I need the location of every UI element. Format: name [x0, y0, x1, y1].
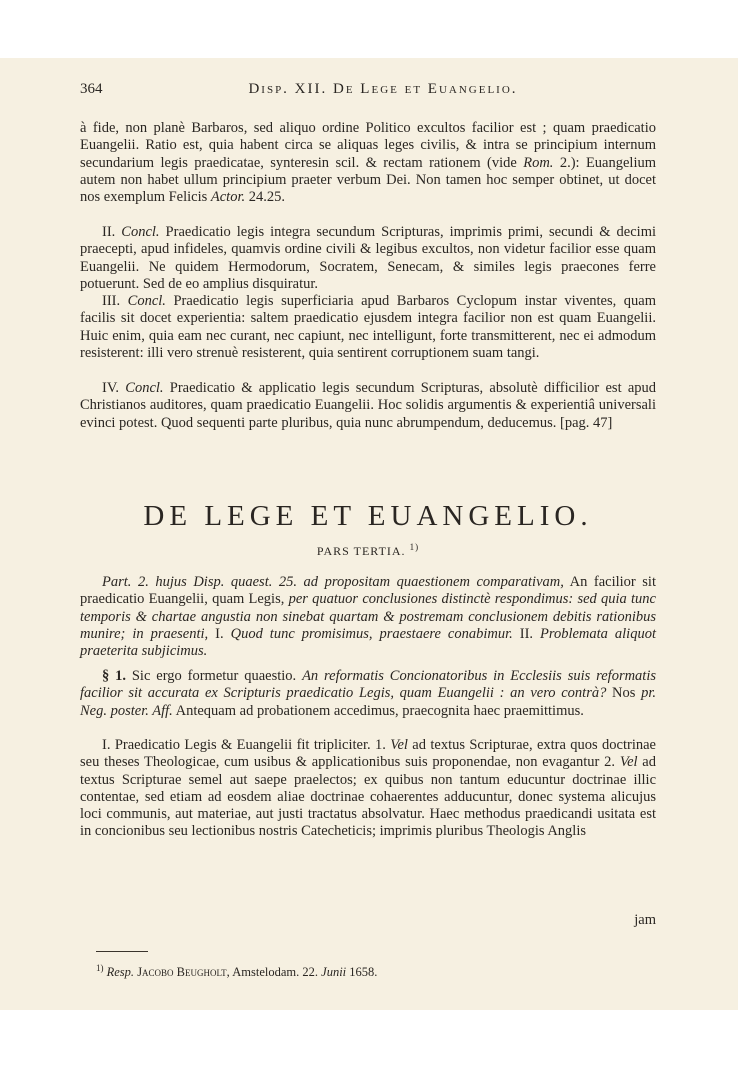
book-page — [0, 58, 738, 1010]
footnote-divider — [96, 951, 148, 952]
running-head: Disp. XII. De Lege et Euangelio. — [248, 81, 518, 97]
footnote: $^{1)}$ Resp. Jacobo Beugholt, Amstelodam. 22. Junii 1658. — [96, 963, 378, 980]
conclusion-4: IV. Concl. Praedicatio & applicatio legis secundum Scripturas, absolutè difficilior est apud Christianos auditores, quam praedicatio Euangelii. Hoc solidis argumentis & experientiâ universali evinci potest. Quod sequenti parte pluribus, quia nunc abrumpendum, deducemus. [pag. 47] — [80, 380, 657, 431]
page-header — [80, 81, 656, 101]
praecognita-paragraph: I. Praedicatio Legis & Euangelii fit tripliciter. 1. Vel ad textus Scripturae, extra quos doctrinae seu theses Theologicae, cum usibus & applicationibus suis proponendae, non evagantur 2. Vel ad textus Scripturae semel aut saepe praelectos; ex quibus non tantum educuntur doctrinae illic contentae, sed etiam ad eosdem aliae doctrinae cohaerentes adducuntur, donec systema alicujus loci communis, aut materiae, aut justi tractatus absolvatur. Haec methodus praedicandi usitata est in concionibus seu lectionibus nostris Catecheticis; imprimis pluribus Theologis Anglis — [80, 737, 656, 840]
intro-paragraph: Part. 2. hujus Disp. quaest. 25. ad propositam quaestionem comparativam, An facilior sit praedicatio Euangelii, quam Legis, per quatuor conclusiones distinctè respondimus: sed quia tunc temporis & chartae angustia non sinebat quartam & postremam conclusionem debitis rationibus munire; in praesenti, I. Quod tunc promisimus, praestaere conabimur. II. Problemata aliquot praeterita subjicimus. — [80, 574, 656, 660]
conclusion-3: III. Concl. Praedicatio legis superficiaria apud Barbaros Cyclopum instar viventes, quam facilis sit docet experientia: saltem praedicatio ejusdem integra facilior non est quam Euangelii. Huic enim, quia eam nec curant, nec capiunt, nec intelligunt, forte transmitterent, nec ei admodum resisterent: illi vero strenuè resisterent, quia sentirent corruptionem suam tangi. — [80, 293, 657, 361]
conclusion-2: II. Concl. Praedicatio legis integra secundum Scripturas, imprimis primi, secundi & decimi praecepti, apud infideles, quamvis ordine civili & legibus excultos, non videtur facilior esse quam Euangelii. Ne quidem Hermodorum, Socratem, Senecam, & similes legis praecones ferre potuerunt. Sed de eo amplius disquiratur. — [80, 224, 656, 292]
footnote-ref: 1) — [409, 542, 420, 552]
section-title: DE LEGE ET EUANGELIO. — [143, 500, 593, 532]
page-number: 364 — [80, 81, 103, 97]
paragraph-continuation: à fide, non planè Barbaros, sed aliquo ordine Politico excultos facilior est ; quam praedicatio Euangelii. Ratio est, quia habent circa se aliquas leges civilis, & intra se principium internum secundarium legis praedicatae, synteresin scil. & rectam rationem (vide Rom. 2.): Euangelium autem non habet ullum principium praeter verbum Dei. Non tamen hoc semper obtinet, ut docet nos exemplum Felicis Actor. 24.25. — [80, 120, 657, 206]
catchword: jam — [634, 912, 656, 928]
section-subtitle: PARS TERTIA. $^{1)}$ — [316, 542, 420, 558]
section-1-paragraph: § 1. Sic ergo formetur quaestio. An reformatis Concionatoribus in Ecclesiis suis reformatis facilior sit accurata ex Scripturis praedicatio Legis, quam Euangelii : an vero contrà? Nos pr. Neg. poster. Aff. Antequam ad probationem accedimus, praecognita haec praemittimus. — [80, 668, 657, 719]
